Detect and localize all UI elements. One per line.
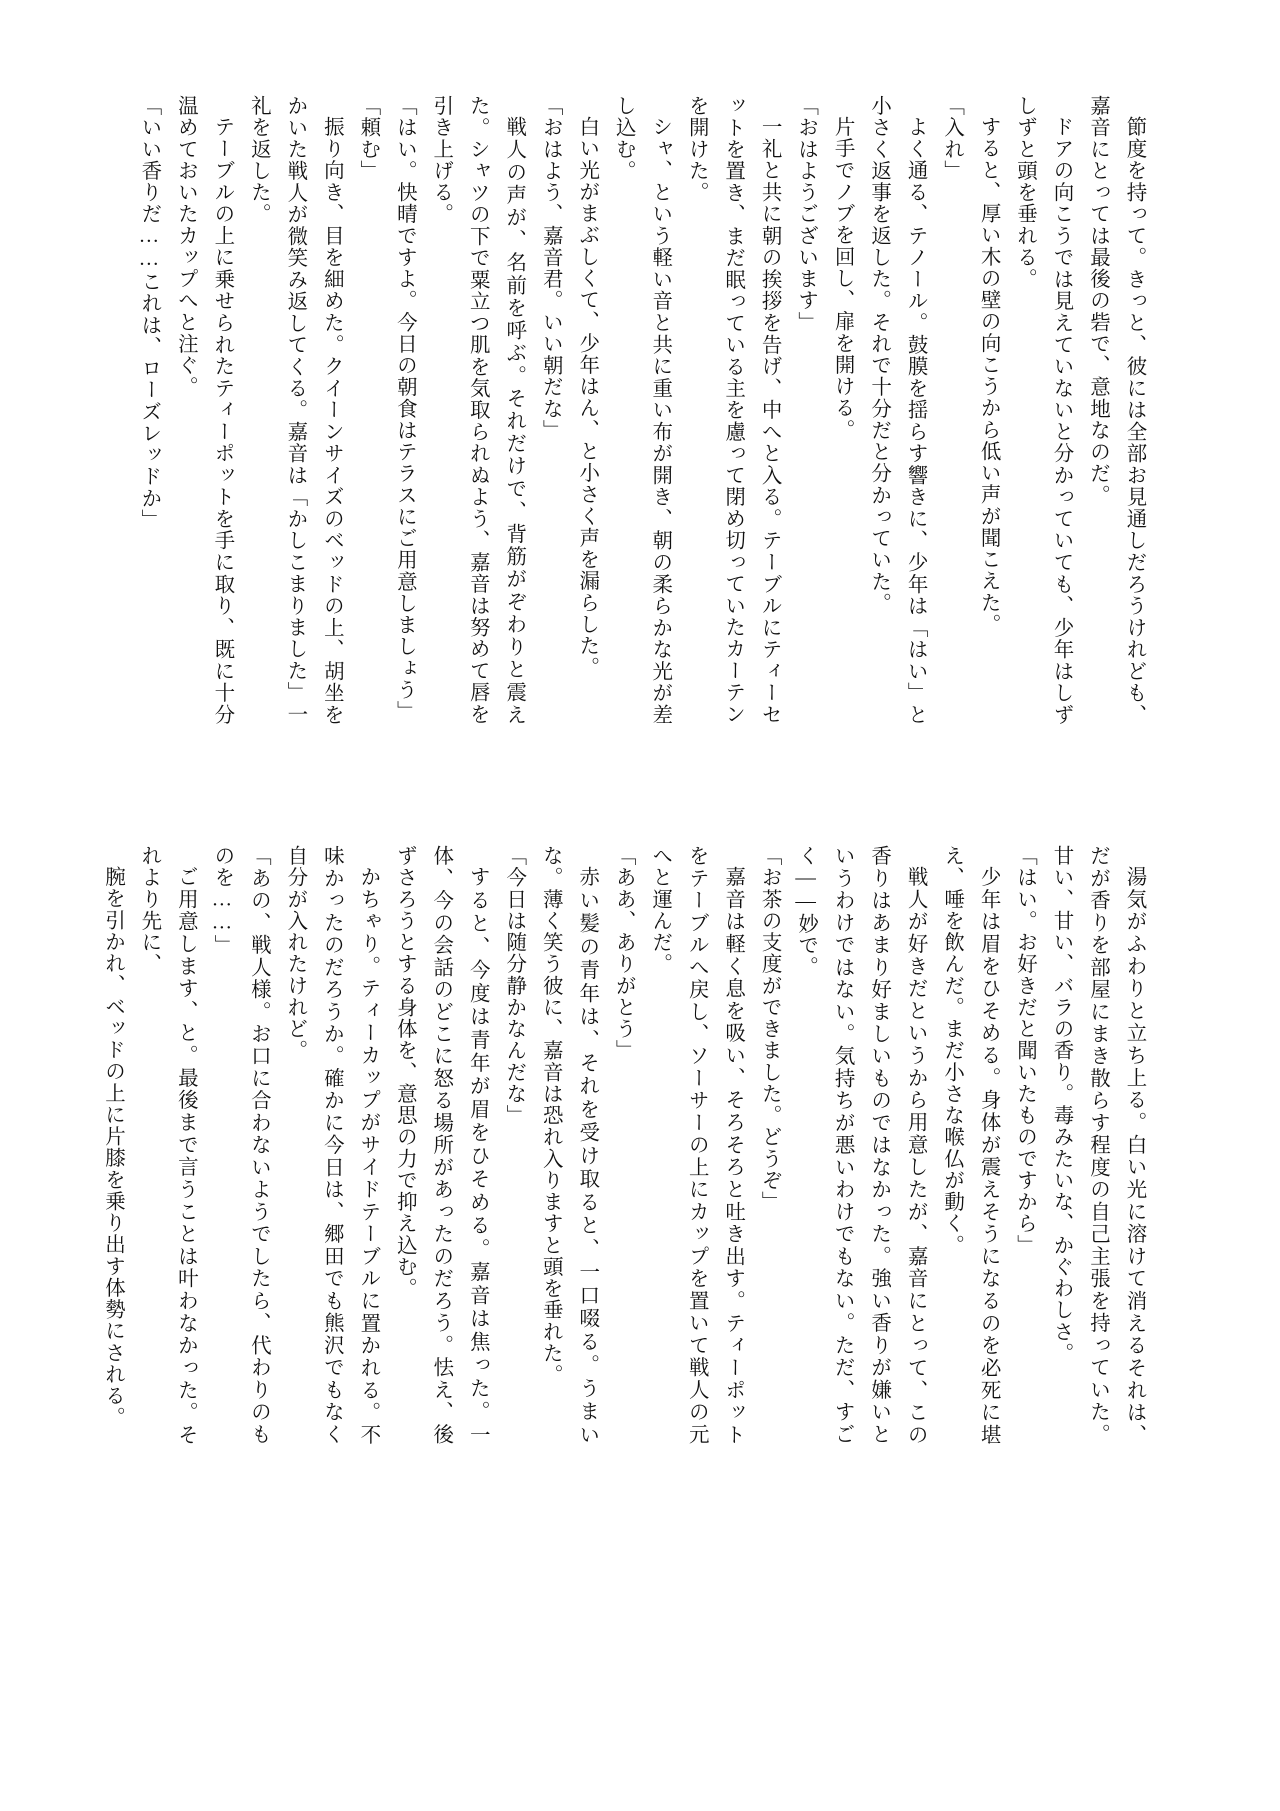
paragraph: 一礼と共に朝の挨拶を告げ、中へと入る。テーブルにティーセットを置き、まだ眠っている主を慮って閉め切っていたカーテンを開けた。 [685,95,781,725]
paragraph: 振り向き、目を細めた。クイーンサイズのベッドの上、胡坐をかいた戦人が微笑み返してくる。嘉音は「かしこまりました」一礼を返した。 [247,95,343,725]
dialogue-line: 「はい。お好きだと聞いたものですから」 [1013,845,1036,1256]
paragraph: 湯気がふわりと立ち上る。白い光に溶けて消えるそれは、だが香りを部屋にまき散らす程度の自己主張を持っていた。甘い、甘い、バラの香り。毒みたいな、かぐわしさ。 [1050,845,1145,1445]
paragraph: テーブルの上に乗せられたティーポットを手に取り、既に十分温めておいたカップへと注ぐ。 [174,95,233,725]
paragraph: 白い光がまぶしくて、少年はん、と小さく声を漏らした。 [575,115,598,678]
paragraph: すると、厚い木の壁の向こうから低い声が聞こえた。 [977,115,1000,635]
paragraph: 嘉音は軽く息を吸い、そろそろと吐き出す。ティーポットをテーブルへ戻し、ソーサーの上にカップを置いて戦人の元へと運んだ。 [648,845,744,1445]
dialogue-line: 「ああ、ありがとう」 [612,845,635,1062]
paragraph: 戦人が好きだというから用意したが、嘉音にとって、この香りはあまり好ましいものではなかった。強い香りが嫌いというわけではない。気持ちが悪いわけでもない。ただ、すごく――妙で。 [794,845,927,1445]
paragraph: すると、今度は青年が眉をひそめる。嘉音は焦った。一体、今の会話のどこに怒る場所があったのだろう。怯え、後ずさろうとする身体を、意思の力で抑え込む。 [393,845,489,1445]
dialogue-line: 「入れ」 [940,95,963,182]
paragraph: 少年は眉をひそめる。身体が震えそうになるのを必死に堪え、唾を飲んだ。まだ小さな喉仏が動く。 [940,845,1000,1445]
dialogue-line: 「おはようございます」 [794,95,817,333]
text-block-bottom [101,845,1152,1445]
paragraph: 腕を引かれ、ベッドの上に片膝を乗り出す体勢にされる。 [101,865,124,1428]
dialogue-line: 「あの、戦人様。お口に合わないようでしたら、代わりのものを……」 [210,845,270,1445]
paragraph: 片手でノブを回し、扉を開ける。 [831,115,854,440]
paragraph: かちゃり。ティーカップがサイドテーブルに置かれる。不味かったのだろうか。確かに今日は、郷田でも熊沢でもなく自分が入れたけれど。 [283,845,379,1445]
dialogue-line: 「いい香りだ……これは、ローズレッドか」 [137,95,160,531]
dialogue-line: 「はい。快晴ですよ。今日の朝食はテラスにご用意しましょう」 [393,95,416,723]
paragraph: ご用意します、と。最後まで言うことは叶わなかった。それより先に、 [137,845,197,1445]
dialogue-line: 「おはよう、嘉音君。いい朝だな」 [539,95,562,442]
dialogue-line: 「頼む」 [356,95,379,182]
paragraph: 戦人の声が、名前を呼ぶ。それだけで、背筋がぞわりと震えた。シャツの下で粟立つ肌を気取られぬよう、嘉音は努めて唇を引き上げる。 [429,95,525,725]
paragraph: よく通る、テノール。鼓膜を揺らす響きに、少年は「はい」と小さく返事を返した。それで十分だと分かっていた。 [867,95,927,725]
paragraph: 赤い髪の青年は、それを受け取ると、一口啜る。うまいな。薄く笑う彼に、嘉音は恐れ入りますと頭を垂れた。 [539,845,598,1445]
paragraph: ドアの向こうでは見えていないと分かっていても、少年はしずしずと頭を垂れる。 [1013,95,1073,725]
dialogue-line: 「今日は随分静かなんだな」 [502,845,525,1127]
text-block-top [137,95,1152,725]
dialogue-line: 「お茶の支度ができました。どうぞ」 [758,845,781,1213]
paragraph: シャ、という軽い音と共に重い布が開き、朝の柔らかな光が差し込む。 [612,95,671,725]
paragraph: 節度を持って。きっと、彼には全部お見通しだろうけれども、嘉音にとっては最後の砦で、意地なのだ。 [1086,95,1145,725]
